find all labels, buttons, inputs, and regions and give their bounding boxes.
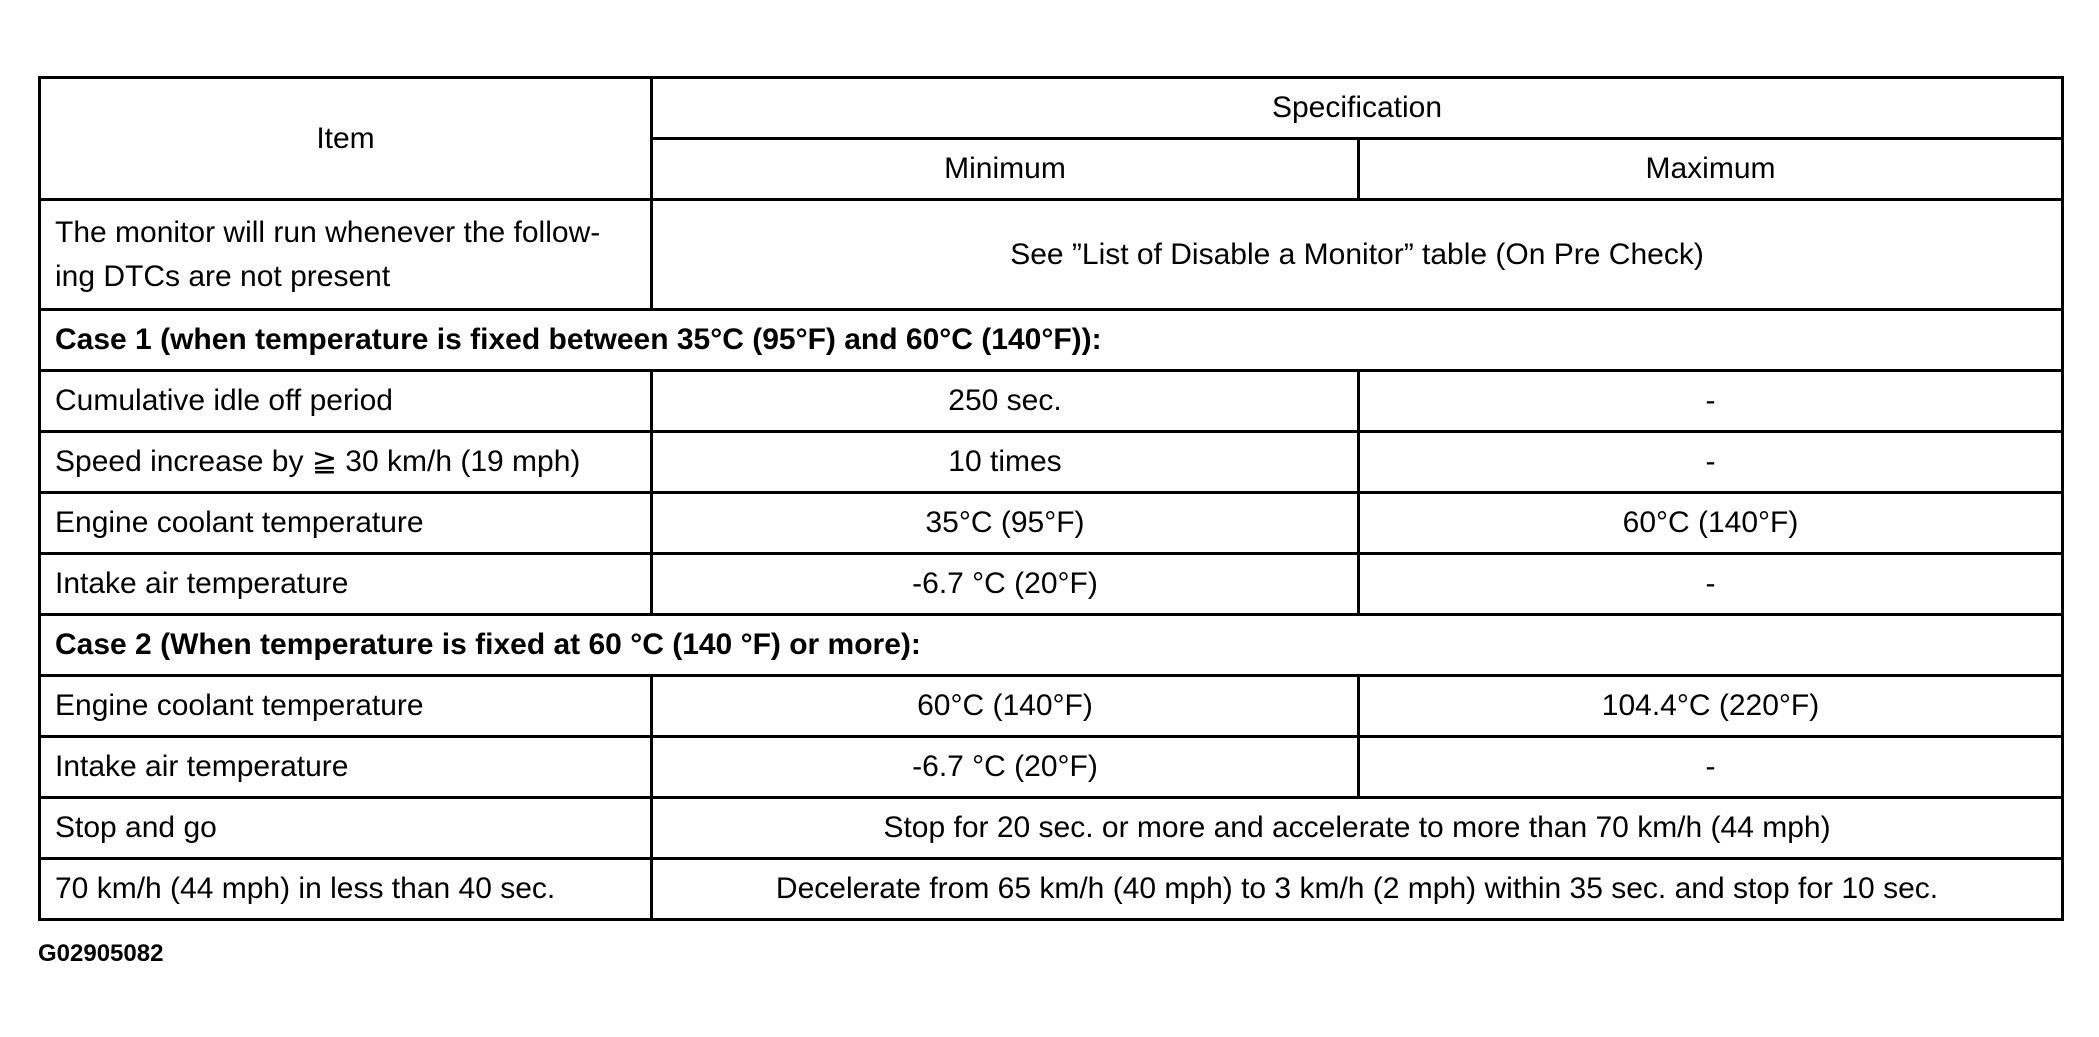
monitor-item-cell <box>40 200 652 310</box>
row-item: Cumulative idle off period <box>40 371 652 432</box>
row-max: - <box>1359 432 2063 493</box>
monitor-row <box>40 200 2063 310</box>
header-maximum: Maximum <box>1359 139 2063 200</box>
row-min: 250 sec. <box>652 371 1359 432</box>
row-max: - <box>1359 554 2063 615</box>
monitor-item-line2: ing DTCs are not present <box>55 259 391 293</box>
stop-go-spec: Stop for 20 sec. or more and accelerate to more than 70 km/h (44 mph) <box>652 798 2063 859</box>
case1-title: Case 1 (when temperature is fixed between 35°C (95°F) and 60°C (140°F)): <box>40 310 2063 371</box>
specification-table <box>38 76 2064 921</box>
table-row <box>40 432 2063 493</box>
row-item: Intake air temperature <box>40 554 652 615</box>
row-max: - <box>1359 371 2063 432</box>
figure-id: G02905082 <box>38 940 164 967</box>
monitor-spec: See ”List of Disable a Monitor” table (On Pre Check) <box>652 200 2063 310</box>
header-item: Item <box>40 78 652 200</box>
monitor-item-line1: The monitor will run whenever the follow- <box>55 216 601 249</box>
stop-go-item: Stop and go <box>40 798 652 859</box>
case2-title-row <box>40 615 2063 676</box>
stop-go-row <box>40 798 2063 859</box>
row-min: -6.7 °C (20°F) <box>652 737 1359 798</box>
row-max: 104.4°C (220°F) <box>1359 676 2063 737</box>
table-row <box>40 737 2063 798</box>
decel-row <box>40 859 2063 920</box>
case1-title-row <box>40 310 2063 371</box>
row-max: 60°C (140°F) <box>1359 493 2063 554</box>
decel-item: 70 km/h (44 mph) in less than 40 sec. <box>40 859 652 920</box>
row-item: Intake air temperature <box>40 737 652 798</box>
row-min: 60°C (140°F) <box>652 676 1359 737</box>
table-row <box>40 676 2063 737</box>
case2-title: Case 2 (When temperature is fixed at 60 °C (140 °F) or more): <box>40 615 2063 676</box>
row-min: 35°C (95°F) <box>652 493 1359 554</box>
table-row <box>40 493 2063 554</box>
row-item: Engine coolant temperature <box>40 493 652 554</box>
decel-spec: Decelerate from 65 km/h (40 mph) to 3 km/h (2 mph) within 35 sec. and stop for 10 sec. <box>652 859 2063 920</box>
header-minimum: Minimum <box>652 139 1359 200</box>
row-max: - <box>1359 737 2063 798</box>
row-item: Engine coolant temperature <box>40 676 652 737</box>
row-item: Speed increase by ≧ 30 km/h (19 mph) <box>40 432 652 493</box>
table-row <box>40 554 2063 615</box>
header-specification: Specification <box>652 78 2063 139</box>
row-min: 10 times <box>652 432 1359 493</box>
header-row-top <box>40 78 2063 139</box>
row-min: -6.7 °C (20°F) <box>652 554 1359 615</box>
table-row <box>40 371 2063 432</box>
